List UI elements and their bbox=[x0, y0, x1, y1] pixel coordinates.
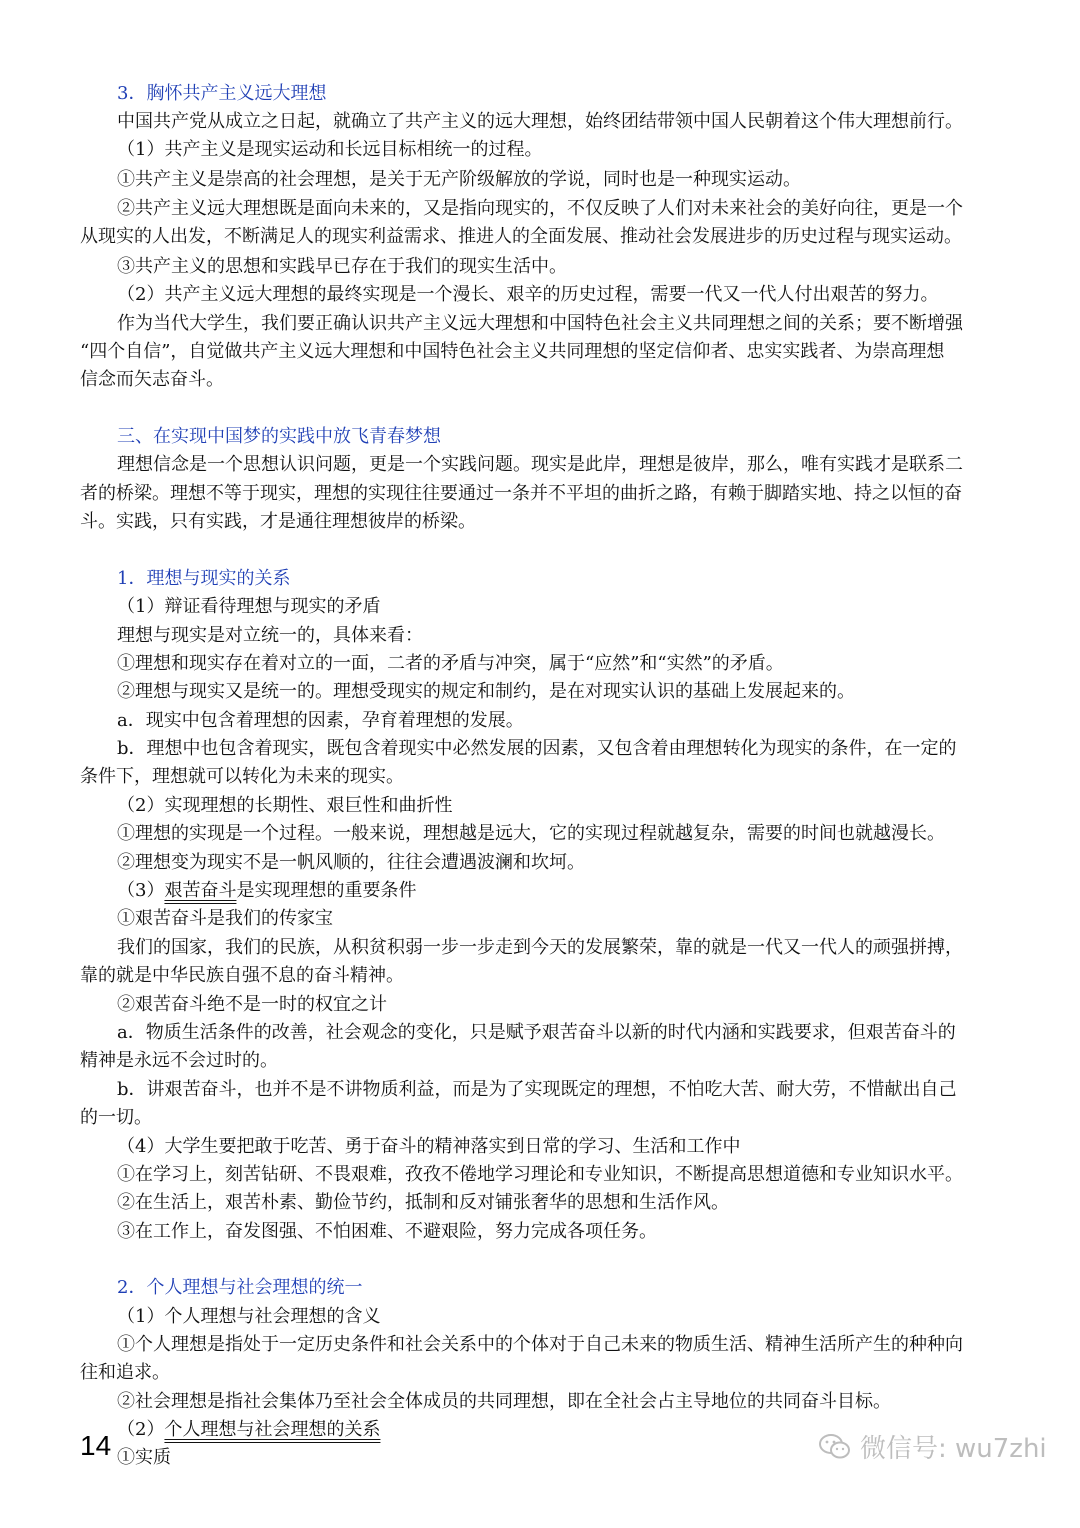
paragraph-line: b．讲艰苦奋斗，也并不是不讲物质利益，而是为了实现既定的理想，不怕吃大苦、耐大劳，不惜献出自己 bbox=[117, 1079, 957, 1100]
watermark bbox=[818, 1428, 1047, 1465]
paragraph-line: 的一切。 bbox=[80, 1107, 152, 1128]
paragraph-line: ①实质 bbox=[117, 1447, 171, 1468]
paragraph-line: ①在学习上，刻苦钻研、不畏艰难，孜孜不倦地学习理论和专业知识，不断提高思想道德和专业知识水平。 bbox=[117, 1164, 963, 1185]
paragraph-line: ②艰苦奋斗绝不是一时的权宜之计 bbox=[117, 994, 387, 1015]
paragraph-line: ①理想的实现是一个过程。一般来说，理想越是远大，它的实现过程就越复杂，需要的时间也就越漫长。 bbox=[117, 823, 945, 844]
page-number: 14 bbox=[80, 1430, 112, 1461]
paragraph-line: ②社会理想是指社会集体乃至社会全体成员的共同理想，即在全社会占主导地位的共同奋斗目标。 bbox=[117, 1391, 891, 1412]
paragraph-line: 斗。实践，只有实践，才是通往理想彼岸的桥梁。 bbox=[80, 511, 476, 532]
paragraph-line: 我们的国家，我们的民族，从积贫积弱一步一步走到今天的发展繁荣，靠的就是一代又一代人的顽强拼搏， bbox=[117, 937, 963, 958]
paragraph-line: （1）个人理想与社会理想的含义 bbox=[117, 1306, 381, 1327]
paragraph-line bbox=[117, 877, 1010, 905]
paragraph-line: 理想与现实是对立统一的，具体来看： bbox=[117, 625, 423, 646]
paragraph-line: “四个自信”，自觉做共产主义远大理想和中国特色社会主义共同理想的坚定信仰者、忠实实践者、为崇高理想 bbox=[80, 341, 945, 362]
paragraph-line: ②在生活上，艰苦朴素、勤俭节约，抵制和反对铺张奢华的思想和生活作风。 bbox=[117, 1192, 729, 1213]
paragraph-line: （2）共产主义远大理想的最终实现是一个漫长、艰辛的历史过程，需要一代又一代人付出艰苦的努力。 bbox=[117, 284, 939, 305]
paragraph-line: ①共产主义是崇高的社会理想，是关于无产阶级解放的学说，同时也是一种现实运动。 bbox=[117, 169, 801, 190]
section-heading: 2．个人理想与社会理想的统一 bbox=[117, 1277, 363, 1298]
paragraph-line: ②理想变为现实不是一帆风顺的，往往会遭遇波澜和坎坷。 bbox=[117, 852, 585, 873]
paragraph-line: 从现实的人出发，不断满足人的现实利益需求、推进人的全面发展、推动社会发展进步的历史过程与现实运动。 bbox=[80, 226, 962, 247]
wechat-icon bbox=[818, 1432, 852, 1462]
paragraph-line: a．物质生活条件的改善，社会观念的变化，只是赋予艰苦奋斗以新的时代内涵和实践要求，但艰苦奋斗的 bbox=[117, 1022, 956, 1043]
underlined-term: 艰苦奋斗 bbox=[164, 880, 237, 901]
paragraph-line: 者的桥梁。理想不等于现实，理想的实现往往要通过一条并不平坦的曲折之路，有赖于脚踏实地、持之以恒的奋 bbox=[80, 483, 962, 504]
paragraph-line: 精神是永远不会过时的。 bbox=[80, 1050, 278, 1071]
paragraph-line: ①个人理想是指处于一定历史条件和社会关系中的个体对于自己未来的物质生活、精神生活所产生的种种向 bbox=[117, 1334, 963, 1355]
paragraph-line: 作为当代大学生，我们要正确认识共产主义远大理想和中国特色社会主义共同理想之间的关系；要不断增强 bbox=[117, 313, 963, 334]
paragraph-line: ①艰苦奋斗是我们的传家宝 bbox=[117, 908, 333, 929]
paragraph-line: ②理想与现实又是统一的。理想受现实的规定和制约，是在对现实认识的基础上发展起来的。 bbox=[117, 681, 855, 702]
watermark-text: 微信号: wu7zhi bbox=[860, 1434, 1047, 1464]
section-heading: 三、在实现中国梦的实践中放飞青春梦想 bbox=[117, 426, 441, 447]
paragraph-line: ②共产主义远大理想既是面向未来的，又是指向现实的，不仅反映了人们对未来社会的美好向往，更是一个 bbox=[117, 198, 963, 219]
paragraph-line: b．理想中也包含着现实，既包含着现实中必然发展的因素，又包含着由理想转化为现实的条件，在一定的 bbox=[117, 738, 957, 759]
paragraph-line: （2）实现理想的长期性、艰巨性和曲折性 bbox=[117, 795, 453, 816]
item-prefix: （2） bbox=[117, 1419, 165, 1440]
item-prefix: （3） bbox=[117, 880, 165, 901]
paragraph-line: ③共产主义的思想和实践早已存在于我们的现实生活中。 bbox=[117, 256, 567, 277]
underlined-term: 个人理想与社会理想的关系 bbox=[164, 1419, 381, 1440]
paragraph-line: 信念而矢志奋斗。 bbox=[80, 369, 224, 390]
paragraph-line: ①理想和现实存在着对立的一面，二者的矛盾与冲突，属于“应然”和“实然”的矛盾。 bbox=[117, 653, 784, 674]
paragraph-line: 条件下，理想就可以转化为未来的现实。 bbox=[80, 766, 404, 787]
paragraph-line: （4）大学生要把敢于吃苦、勇于奋斗的精神落实到日常的学习、生活和工作中 bbox=[117, 1136, 741, 1157]
paragraph-line: a．现实中包含着理想的因素，孕育着理想的发展。 bbox=[117, 710, 524, 731]
section-heading: 3．胸怀共产主义远大理想 bbox=[117, 83, 327, 104]
paragraph-line: 理想信念是一个思想认识问题，更是一个实践问题。现实是此岸，理想是彼岸，那么，唯有实践才是联系二 bbox=[117, 454, 963, 475]
paragraph-line: 往和追求。 bbox=[80, 1362, 170, 1383]
section-heading: 1．理想与现实的关系 bbox=[117, 568, 291, 589]
paragraph-line: 靠的就是中华民族自强不息的奋斗精神。 bbox=[80, 965, 404, 986]
paragraph-line: 中国共产党从成立之日起，就确立了共产主义的远大理想，始终团结带领中国人民朝着这个伟大理想前行。 bbox=[117, 111, 963, 132]
paragraph-line: （1）辩证看待理想与现实的矛盾 bbox=[117, 596, 381, 617]
item-suffix: 是实现理想的重要条件 bbox=[236, 880, 417, 901]
paragraph-line: （1）共产主义是现实运动和长远目标相统一的过程。 bbox=[117, 139, 543, 160]
paragraph-line: ③在工作上，奋发图强、不怕困难、不避艰险，努力完成各项任务。 bbox=[117, 1221, 657, 1242]
